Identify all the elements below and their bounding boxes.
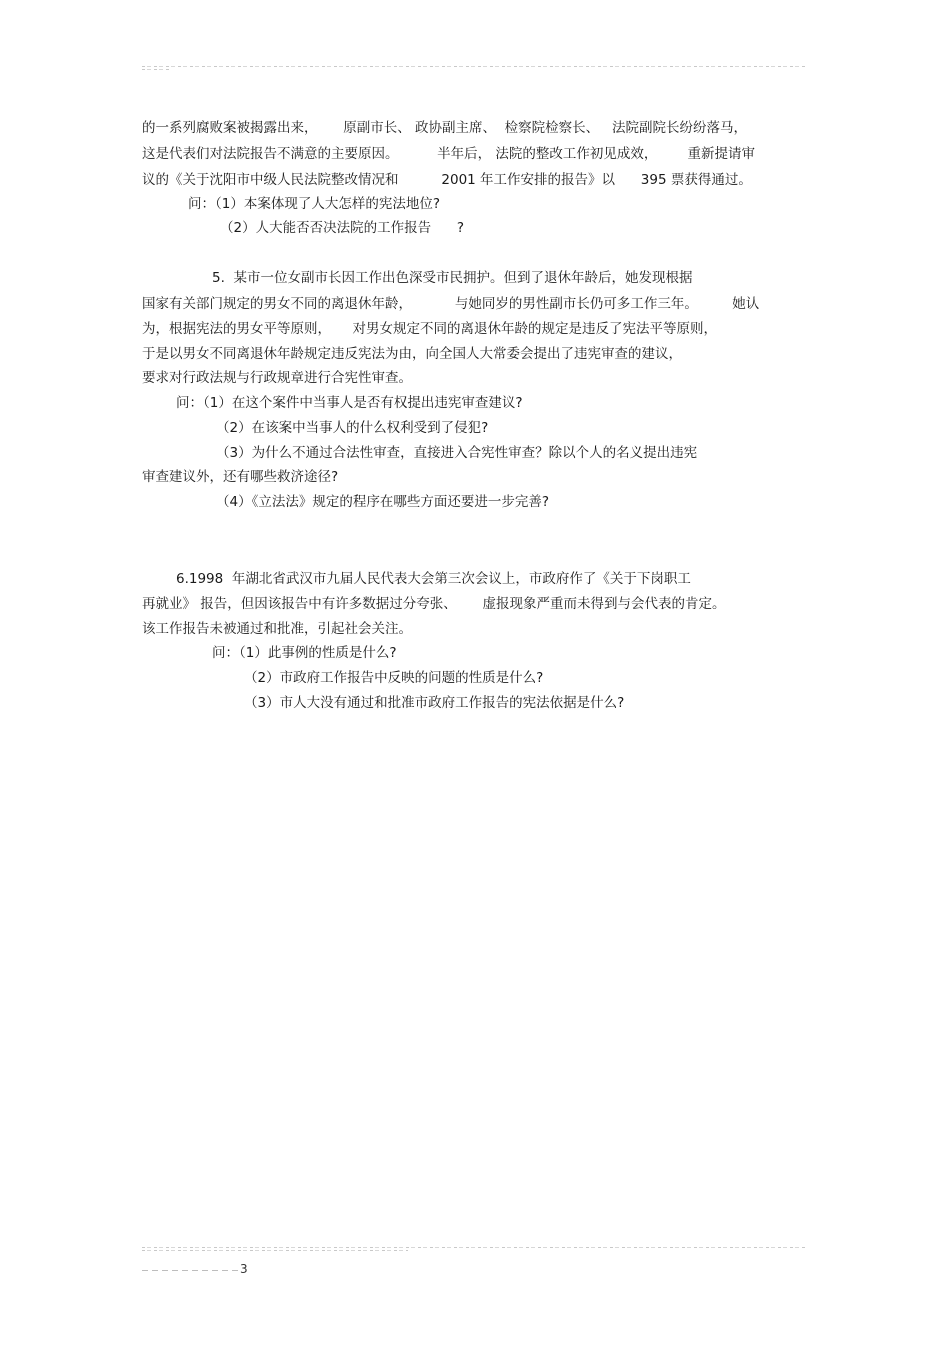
question-line: （4）《立法法》规定的程序在哪些方面还要进一步完善? bbox=[216, 494, 550, 510]
question-line: （3）市人大没有通过和批准市政府工作报告的宪法依据是什么? bbox=[244, 695, 625, 711]
text-line: 国家有关部门规定的男女不同的离退休年龄， 与她同岁的男性副市长仍可多工作三年。 她认 bbox=[142, 296, 760, 312]
text-line: 这是代表们对法院报告不满意的主要原因。 半年后， 法院的整改工作初见成效， 重新提请审 bbox=[142, 146, 755, 162]
text-line: 审查建议外，还有哪些救济途径? bbox=[142, 469, 339, 485]
text-line: 的一系列腐败案被揭露出来， 原副市长、 政协副主席、 检察院检察长、 法院副院长纷纷落马， bbox=[142, 120, 747, 136]
text-line: 议的《关于沈阳市中级人民法院整改情况和 2001 年工作安排的报告》以 395 票获得通过。 bbox=[142, 172, 752, 188]
page-number: 3 bbox=[240, 1262, 248, 1276]
question-line: 问：（1）在这个案件中当事人是否有权提出违宪审查建议? bbox=[176, 395, 523, 411]
question-line: 问：（1）此事例的性质是什么? bbox=[212, 645, 397, 661]
question-line: （3）为什么不通过合法性审查，直接进入合宪性审查？除以个人的名义提出违宪 bbox=[216, 445, 698, 461]
text-line: 为，根据宪法的男女平等原则， 对男女规定不同的离退休年龄的规定是违反了宪法平等原则， bbox=[142, 321, 717, 337]
question-line: （2）在该案中当事人的什么权利受到了侵犯? bbox=[216, 420, 489, 436]
text-line: 6.1998 年湖北省武汉市九届人民代表大会第三次会议上，市政府作了《关于下岗职工 bbox=[176, 571, 691, 587]
footer-rule bbox=[142, 1270, 238, 1271]
text-line: 该工作报告未被通过和批准，引起社会关注。 bbox=[142, 621, 412, 637]
text-line: 再就业》 报告，但因该报告中有许多数据过分夸张、 虚报现象严重而未得到与会代表的肯定。 bbox=[142, 596, 726, 612]
question-line: 问：（1）本案体现了人大怎样的宪法地位? bbox=[188, 196, 441, 212]
question-line: （2）人大能否否决法院的工作报告 ? bbox=[220, 220, 465, 236]
footer-noise bbox=[142, 1247, 806, 1256]
text-line: 于是以男女不同离退休年龄规定违反宪法为由，向全国人大常委会提出了违宪审查的建议， bbox=[142, 346, 682, 362]
question-line: （2）市政府工作报告中反映的问题的性质是什么? bbox=[244, 670, 544, 686]
text-line: 要求对行政法规与行政规章进行合宪性审查。 bbox=[142, 370, 412, 386]
header-noise bbox=[142, 66, 806, 75]
text-line: 5. 某市一位女副市长因工作出色深受市民拥护。但到了退休年龄后，她发现根据 bbox=[212, 270, 693, 286]
